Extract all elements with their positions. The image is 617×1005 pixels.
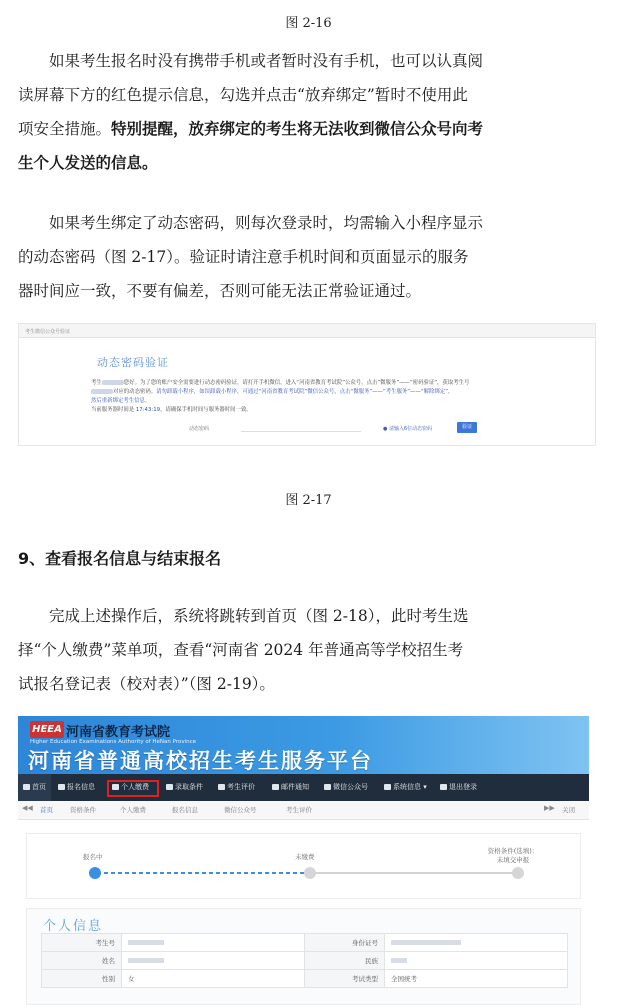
password-label: 动态密码 <box>189 426 210 432</box>
text-line: 试报名登记表（校对表）”（图 2-19）。 <box>18 675 275 693</box>
bold-warning-cont: 生个人发送的信息。 <box>18 153 158 172</box>
tab-bar <box>18 801 589 820</box>
table-row <box>42 934 568 952</box>
nav-logout[interactable] <box>440 774 477 801</box>
text-line: 如果考生报名时没有携带手机或者暂时没有手机，也可以认真阅 <box>49 52 484 70</box>
field-key: 姓名 <box>42 952 122 970</box>
red-highlight-box <box>107 780 159 797</box>
text-line: 的动态密码（图 2-17）。验证时请注意手机时间和页面显示的服务 <box>18 248 469 266</box>
heea-logo: HEEA <box>30 721 64 738</box>
password-input[interactable] <box>241 423 361 432</box>
text-line <box>18 112 598 146</box>
figure-caption-2-17: 图 2-17 <box>285 493 332 508</box>
tab-registration[interactable]: 报名信息 <box>172 806 198 814</box>
nav-home[interactable] <box>18 774 51 801</box>
text-line: 器时间应一致，不要有偏差，否则可能无法正常验证通过。 <box>18 282 422 300</box>
masked-value <box>128 958 164 963</box>
tab-payment[interactable]: 个人缴费 <box>120 806 146 814</box>
notice-line-2 <box>91 388 453 397</box>
masked-value <box>128 940 164 945</box>
verify-title: 动态密码验证 <box>97 356 169 369</box>
org-name-en: Higher Education Examinations Authority of HeNan Province <box>30 739 197 745</box>
notice-line-3: 然后重新绑定考生信息。 <box>91 398 151 404</box>
screenshot-dynamic-password <box>18 323 596 446</box>
bold-warning: 特别提醒，放弃绑定的考生将无法收到微信公众号向考 <box>111 119 484 138</box>
site-banner <box>18 716 589 774</box>
masked-id <box>91 389 113 394</box>
nav-wechat[interactable] <box>324 774 368 801</box>
progress-steps <box>26 833 581 899</box>
nav-label: 退出登录 <box>449 783 477 791</box>
field-value: 全国统考 <box>385 970 568 988</box>
step-label-2: 未缴费 <box>295 853 315 861</box>
nav-registration[interactable] <box>58 774 95 801</box>
notice-line-1 <box>91 379 469 388</box>
tag-icon <box>166 784 173 790</box>
text-span: 您好。为了您的账户安全需要进行动态密码验证。请打开手机微信，进入“河南省教育考试院”公众号，点击“微服务”——“密码验证”，获取考生号 <box>123 380 470 386</box>
field-key: 民族 <box>305 952 385 970</box>
personal-info-panel <box>26 908 581 1005</box>
doc-icon <box>218 784 225 790</box>
table-row <box>42 952 568 970</box>
progress-segment <box>310 872 518 874</box>
tab-conditions[interactable]: 资格条件 <box>70 806 96 814</box>
screenshot-homepage <box>18 716 589 1005</box>
wechat-icon <box>324 784 331 790</box>
field-value <box>385 952 568 970</box>
nav-label: 报名信息 <box>67 783 95 791</box>
masked-value <box>391 940 461 945</box>
nav-label: 系统信息 <box>393 783 421 791</box>
field-key: 性别 <box>42 970 122 988</box>
nav-label: 首页 <box>32 783 46 791</box>
text-span: 考生 <box>91 380 102 386</box>
step-dot <box>512 867 524 879</box>
field-value <box>122 952 305 970</box>
warning-text: 请勿卸载小程序，如误卸载小程序，可通过“河南省教育考试院”微信公众号，点击“微服务”——“考生服务”——“解除绑定”， <box>156 389 454 395</box>
shot-top-bar: 考生微信公众号验证 <box>19 324 595 338</box>
system-icon <box>384 784 391 790</box>
text-span: 对应的动态密码。 <box>113 389 157 395</box>
tab-right-arrow-icon[interactable]: ▶▶ <box>544 804 555 812</box>
paragraph-phone-binding <box>18 44 598 180</box>
step-label-1: 报名中 <box>83 853 103 861</box>
text-line: 完成上述操作后，系统将跳转到首页（图 2-18），此时考生选 <box>49 607 469 625</box>
server-time: 17:43:19 <box>135 407 161 413</box>
text-line: 择“个人缴费”菜单项，查看“河南省 2024 年普通高等学校招生考 <box>18 641 464 659</box>
field-value: 女 <box>122 970 305 988</box>
text-span: 当前服务器时间是 <box>91 407 135 413</box>
info-table <box>41 933 568 988</box>
text-span: 项安全措施。 <box>18 120 112 138</box>
figure-caption-2-16: 图 2-16 <box>285 16 332 31</box>
nav-conditions[interactable] <box>166 774 203 801</box>
tab-left-arrow-icon[interactable]: ◀◀ <box>22 804 33 812</box>
tab-close-all[interactable]: 关闭 <box>562 806 575 814</box>
nav-label: 邮件通知 <box>281 783 309 791</box>
paragraph-dynamic-password <box>18 206 598 308</box>
nav-label: 考生评价 <box>227 783 255 791</box>
nav-label: 个人缴费 <box>121 783 149 791</box>
masked-name <box>102 380 124 385</box>
progress-segment-active <box>97 872 304 874</box>
nav-label: 录取条件 <box>175 783 203 791</box>
tab-evaluation[interactable]: 考生评价 <box>286 806 312 814</box>
tab-home[interactable]: 首页 <box>40 806 53 814</box>
home-icon <box>23 784 30 790</box>
nav-mail[interactable] <box>272 774 309 801</box>
verify-button[interactable]: 验证 <box>457 422 477 433</box>
nav-label: 微信公众号 <box>333 783 368 791</box>
main-nav <box>18 774 589 801</box>
org-name: 河南省教育考试院 <box>66 725 171 740</box>
info-title: 个人信息 <box>43 919 104 934</box>
nav-evaluation[interactable] <box>218 774 255 801</box>
field-key: 考试类型 <box>305 970 385 988</box>
step-dot <box>304 867 316 879</box>
field-value <box>385 934 568 952</box>
platform-title: 河南省普通高校招生考生服务平台 <box>28 749 373 773</box>
logout-icon <box>440 784 447 790</box>
paragraph-view-registration <box>18 599 598 701</box>
field-key: 身份证号 <box>305 934 385 952</box>
notice-line-4 <box>91 406 252 415</box>
text-line: 读屏幕下方的红色提示信息，勾选并点击“放弃绑定”暂时不使用此 <box>18 86 468 104</box>
table-row <box>42 970 568 988</box>
section-heading: 9、查看报名信息与结束报名 <box>18 549 222 568</box>
text-line: 如果考生绑定了动态密码，则每次登录时，均需输入小程序显示 <box>49 214 484 232</box>
nav-system[interactable]: 系统信息 ▾ <box>384 774 427 801</box>
text-span: ，请确保手机时间与服务器时间一致。 <box>160 407 252 413</box>
step-label-3: 资格条件(选填)： 未填交申报 <box>487 847 539 864</box>
step-dot-current <box>89 867 101 879</box>
field-key: 考生号 <box>42 934 122 952</box>
mail-icon <box>272 784 279 790</box>
form-icon <box>58 784 65 790</box>
tab-wechat[interactable]: 微信公众号 <box>224 806 257 814</box>
field-value <box>122 934 305 952</box>
password-hint: ● 请输入6位动态密码 <box>383 426 433 432</box>
masked-value <box>391 958 407 963</box>
